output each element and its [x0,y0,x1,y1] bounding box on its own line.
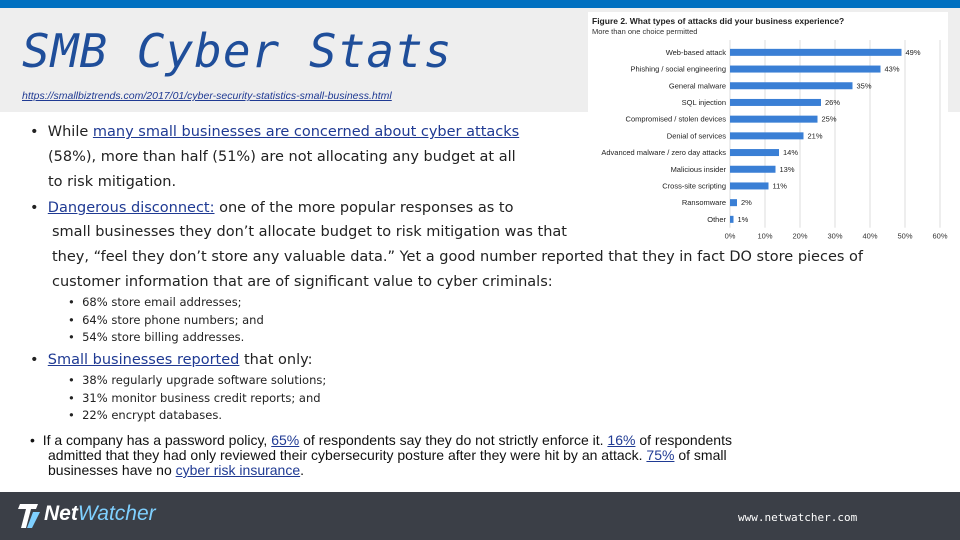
chart-data-label: 49% [905,47,921,57]
stat-16-link[interactable]: 16% [607,432,636,448]
bullet-1-line-1 [30,124,519,140]
bullet-4-text: If a company has a password policy, [42,432,272,448]
netwatcher-logo [44,502,156,526]
bullet-marker: • [68,408,75,422]
chart-data-label: 14% [783,148,799,158]
bullet-marker: • [68,295,75,309]
chart-tick-label: 20% [792,231,808,240]
bullet-4-text: admitted that they had only reviewed their cybersecurity posture after they were hit by an attack. [48,447,647,463]
bullet-1-line-3: to risk mitigation. [48,174,177,190]
bullet-marker: • [68,373,75,387]
chart-title: Figure 2. What types of attacks did your business experience? [592,16,845,26]
netwatcher-logo-icon [18,502,42,530]
bullet-2-line-4: customer information that are of significant value to cyber criminals: [52,274,553,290]
bullet-marker: • [30,200,39,216]
chart-category-label: Phishing / social engineering [630,64,726,74]
bullet-3-line-1 [30,352,313,368]
small-businesses-reported-link[interactable]: Small businesses reported [47,352,240,368]
source-link[interactable]: https://smallbiztrends.com/2017/01/cyber-security-statistics-small-business.html [22,90,392,102]
list-item [68,295,242,309]
chart-category-label: Ransomware [681,198,726,208]
chart-data-label: 25% [821,114,837,124]
logo-net-text: Net [44,502,78,525]
chart-category-label: Malicious insider [670,164,726,174]
chart-data-label: 11% [772,181,787,191]
chart-data-label: 26% [825,97,841,107]
bullet-2-line-3: they, “feel they don’t store any valuable data.” Yet a good number reported that they in fact DO store pieces of [52,249,864,265]
cyber-risk-insurance-link[interactable]: cyber risk insurance [175,462,301,478]
chart-data-label: 43% [884,64,900,74]
bullet-4-line-1 [30,432,732,448]
list-item [68,313,264,327]
chart-category-label: Compromised / stolen devices [625,114,726,124]
bullet-4-line-2 [48,447,727,463]
chart-tick-label: 40% [862,231,878,240]
list-item [68,391,321,405]
stat-75-link[interactable]: 75% [646,447,675,463]
list-item-text: 38% regularly upgrade software solutions; [82,373,327,387]
list-item-text: 68% store email addresses; [82,295,242,309]
bullet-1-line-2: (58%), more than half (51%) are not allocating any budget at all [48,149,516,165]
list-item [68,373,326,387]
chart-category-label: Other [707,214,726,224]
bullet-marker: • [68,391,75,405]
list-item-text: 64% store phone numbers; and [82,313,264,327]
list-item-text: 54% store billing addresses. [82,330,245,344]
bullet-marker: • [68,330,75,344]
bullet-4-text: . [300,462,305,478]
chart-data-label: 1% [737,214,749,224]
list-item [68,330,244,344]
bullet-marker: • [68,313,75,327]
chart-category-label: Advanced malware / zero day attacks [601,148,726,158]
bullet-marker: • [30,352,39,368]
bullet-4-text: of small [674,447,727,463]
chart-category-label: Web-based attack [665,47,726,57]
logo-watcher-text: Watcher [77,502,156,525]
concerned-link[interactable]: many small businesses are concerned about cyber attacks [92,124,520,140]
stat-65-link[interactable]: 65% [271,432,300,448]
bullet-2-line-1 [30,200,513,216]
bullet-marker: • [30,124,39,140]
bullet-4-text: of respondents say they do not strictly enforce it. [299,432,608,448]
bullet-4-text: of respondents [635,432,732,448]
chart-category-label: SQL injection [681,97,726,107]
bullet-2-text: one of the more popular responses as to [214,200,514,216]
chart-data-label: 13% [779,164,795,174]
chart-data-label: 21% [807,131,823,141]
bullet-marker: • [30,432,35,448]
chart-data-label: 35% [856,81,872,91]
chart-tick-label: 30% [827,231,843,240]
chart-tick-label: 60% [932,231,948,240]
bullet-2-line-2: small businesses they don’t allocate budget to risk mitigation was that [52,224,567,240]
chart-subtitle: More than one choice permitted [592,27,698,36]
chart-category-label: Denial of services [666,131,726,141]
list-item-text: 31% monitor business credit reports; and [82,391,321,405]
chart-data-label: 2% [741,198,752,208]
website-link[interactable]: www.netwatcher.com [738,511,858,524]
chart-tick-label: 10% [757,231,773,240]
page-title: SMB Cyber Stats [22,24,453,78]
chart-category-label: General malware [668,81,726,91]
list-item-text: 22% encrypt databases. [82,408,222,422]
dangerous-disconnect-link[interactable]: Dangerous disconnect: [47,200,215,216]
bullet-4-line-3 [48,462,304,478]
bullet-4-text: businesses have no [48,462,176,478]
chart-category-label: Cross-site scripting [662,181,726,191]
bullet-1-text: While [47,124,93,140]
chart-tick-label: 0% [724,231,736,240]
bullet-3-text: that only: [239,352,313,368]
list-item [68,408,222,422]
chart-tick-label: 50% [897,231,913,240]
